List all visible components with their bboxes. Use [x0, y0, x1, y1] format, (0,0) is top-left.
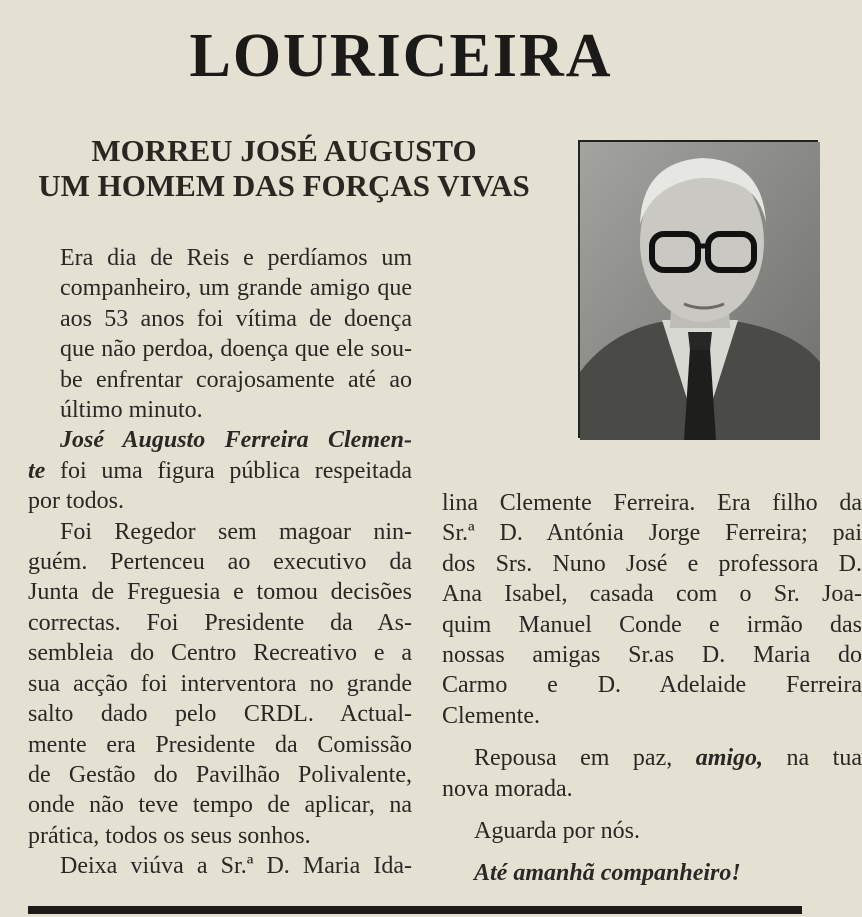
paragraph-2 — [28, 425, 412, 516]
text-line: Ana Isabel, casada com o Sr. Joa- — [442, 581, 862, 608]
text-line: sembleia do Centro Recreativo e a — [28, 640, 412, 667]
paragraph-7 — [442, 816, 862, 846]
portrait-image — [580, 142, 820, 440]
text-fragment: Repousa em paz, — [474, 745, 696, 772]
text-line: sua acção foi interventora no grande — [28, 670, 412, 697]
text-line: companheiro, um grande amigo que — [60, 275, 412, 302]
text-line: Clemente. — [442, 702, 540, 729]
text-line: be enfrentar corajosamente até ao — [60, 366, 412, 393]
text-line — [28, 425, 412, 455]
text-line: prática, todos os seus sonhos. — [28, 822, 311, 849]
text-line: nossas amigas Sr.as D. Maria do — [442, 642, 862, 669]
emphasis-amigo: amigo, — [695, 745, 764, 772]
headline-line-1: MORREU JOSÉ AUGUSTO — [91, 133, 477, 168]
headline-line-2: UM HOMEM DAS FORÇAS VIVAS — [38, 167, 530, 203]
bottom-rule — [28, 906, 802, 914]
text-line: aos 53 anos foi vítima de doença — [60, 305, 412, 332]
person-name: José Augusto Ferreira Clemen- — [60, 427, 412, 454]
text-line: Carmo e D. Adelaide Ferreira — [442, 672, 862, 699]
section-title: LOURICEIRA — [189, 22, 613, 90]
text-line: Foi Regedor sem magoar nin- — [60, 518, 412, 545]
person-name-end: te — [28, 457, 46, 484]
closing-line: Até amanhã companheiro! — [474, 860, 741, 887]
text-line: salto dado pelo CRDL. Actual- — [28, 701, 412, 728]
text-fragment: foi uma figura pública respeitada — [45, 457, 412, 484]
paragraph-6 — [442, 743, 862, 804]
text-fragment: na tua — [763, 745, 862, 772]
paragraph-1 — [28, 243, 412, 425]
text-line: quim Manuel Conde e irmão das — [442, 611, 862, 638]
text-line: de Gestão do Pavilhão Polivalente, — [28, 761, 412, 788]
text-line: Deixa viúva a Sr.ª D. Maria Ida- — [60, 853, 412, 880]
text-line: mente era Presidente da Comissão — [28, 731, 412, 758]
text-line: Sr.ª D. Antónia Jorge Ferreira; pai — [442, 520, 862, 547]
text-line: nova morada. — [442, 775, 573, 802]
article-column-1 — [28, 243, 412, 882]
text-line: Era dia de Reis e perdíamos um — [60, 245, 412, 271]
text-line: Aguarda por nós. — [474, 818, 640, 845]
text-line: correctas. Foi Presidente da As- — [28, 609, 412, 636]
text-line — [442, 743, 862, 773]
text-line: dos Srs. Nuno José e professora D. — [442, 550, 862, 577]
article-headline — [14, 134, 554, 203]
text-line: onde não teve tempo de aplicar, na — [28, 792, 412, 819]
text-line: que não perdoa, doença que ele sou- — [60, 336, 412, 363]
text-line: guém. Pertenceu ao executivo da — [28, 549, 412, 576]
paragraph-3 — [28, 517, 412, 851]
text-line: por todos. — [28, 488, 124, 515]
paragraph-8 — [442, 858, 862, 888]
text-line: último minuto. — [60, 397, 203, 424]
text-line — [28, 456, 412, 486]
paragraph-4 — [28, 851, 412, 881]
text-line: lina Clemente Ferreira. Era filho da — [442, 490, 862, 516]
paragraph-5 — [442, 488, 862, 731]
text-line: Junta de Freguesia e tomou decisões — [28, 579, 412, 606]
article-column-2 — [442, 488, 862, 889]
portrait-photo — [578, 140, 818, 438]
